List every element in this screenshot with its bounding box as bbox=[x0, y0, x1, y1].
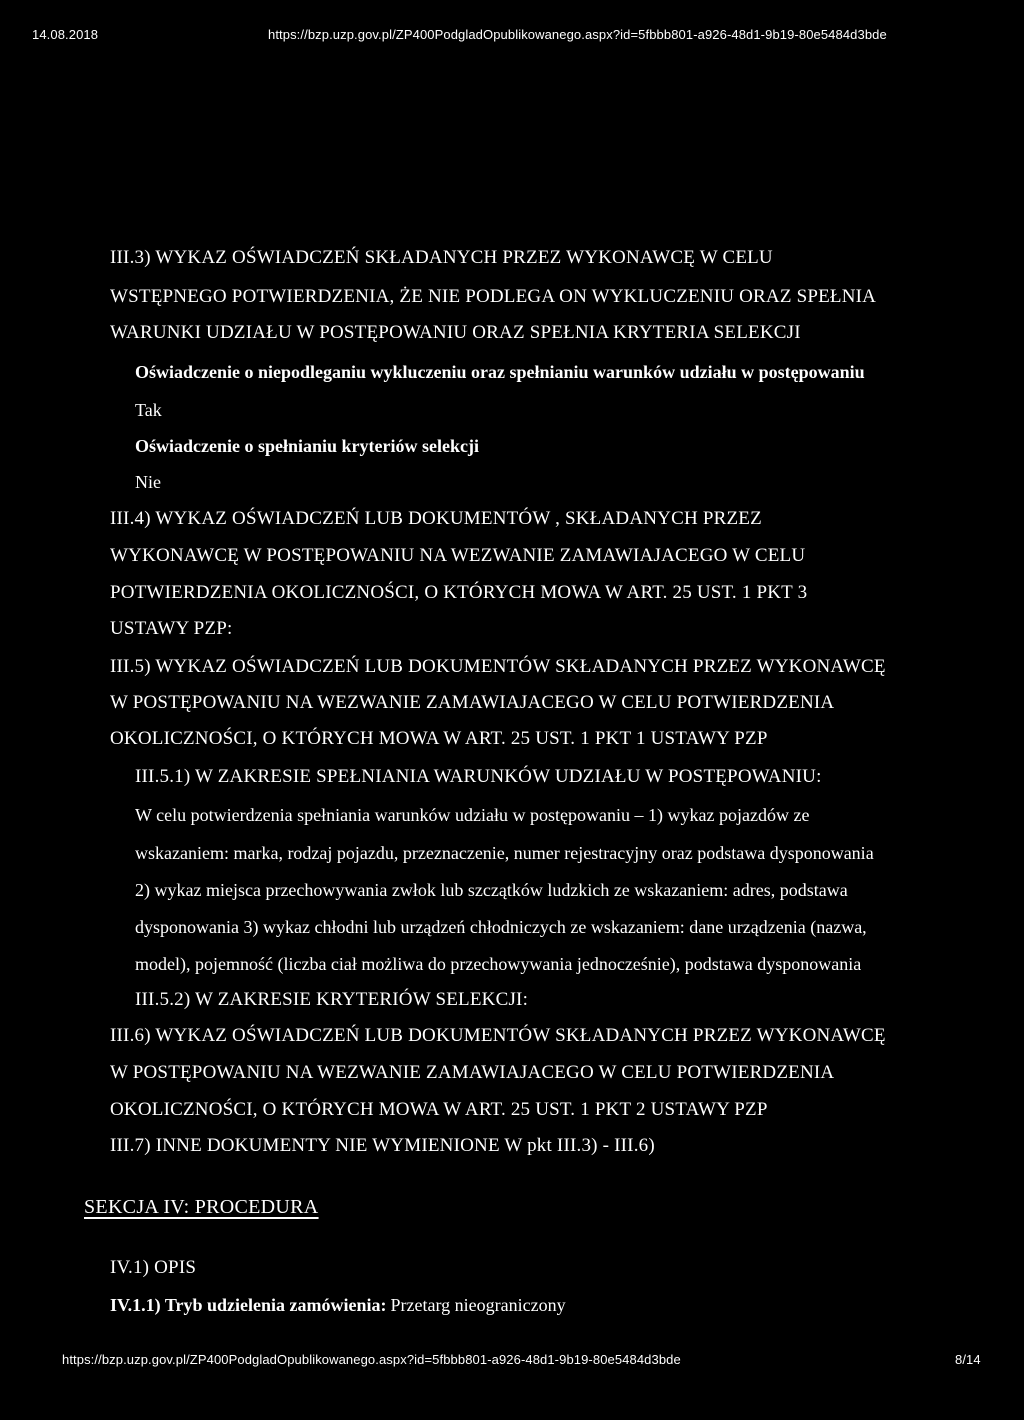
section-3-4-heading-line-3: POTWIERDZENIA OKOLICZNOŚCI, O KTÓRYCH MOWA W ART. 25 UST. 1 PKT 3 bbox=[110, 582, 808, 603]
section-3-3-heading-line-3: WARUNKI UDZIAŁU W POSTĘPOWANIU ORAZ SPEŁNIA KRYTERIA SELEKCJI bbox=[110, 322, 801, 343]
section-3-5-1-body-line-5: model), pojemność (liczba ciał możliwa do przechowywania jednocześnie), podstawa dysponowania bbox=[135, 954, 862, 974]
section-3-5-1-heading: III.5.1) W ZAKRESIE SPEŁNIANIA WARUNKÓW UDZIAŁU W POSTĘPOWANIU: bbox=[135, 766, 822, 787]
section-4-title: SEKCJA IV: PROCEDURA bbox=[84, 1196, 319, 1218]
footer-url[interactable]: https://bzp.uzp.gov.pl/ZP400PodgladOpublikowanego.aspx?id=5fbbb801-a926-48d1-9b19-80e5484d3bde bbox=[62, 1352, 681, 1367]
section-3-6-heading-line-1: III.6) WYKAZ OŚWIADCZEŃ LUB DOKUMENTÓW SKŁADANYCH PRZEZ WYKONAWCĘ bbox=[110, 1025, 886, 1046]
section-3-5-heading-line-2: W POSTĘPOWANIU NA WEZWANIE ZAMAWIAJACEGO W CELU POTWIERDZENIA bbox=[110, 692, 835, 713]
section-3-3-heading-line-2: WSTĘPNEGO POTWIERDZENIA, ŻE NIE PODLEGA ON WYKLUCZENIU ORAZ SPEŁNIA bbox=[110, 286, 877, 307]
footer-page-number: 8/14 bbox=[955, 1352, 981, 1367]
header-url[interactable]: https://bzp.uzp.gov.pl/ZP400PodgladOpublikowanego.aspx?id=5fbbb801-a926-48d1-9b19-80e5484d3bde bbox=[268, 27, 887, 42]
section-4-1-heading: IV.1) OPIS bbox=[110, 1257, 197, 1278]
section-3-4-heading-line-2: WYKONAWCĘ W POSTĘPOWANIU NA WEZWANIE ZAMAWIAJACEGO W CELU bbox=[110, 545, 806, 566]
section-3-5-heading-line-3: OKOLICZNOŚCI, O KTÓRYCH MOWA W ART. 25 UST. 1 PKT 1 USTAWY PZP bbox=[110, 728, 768, 749]
section-3-5-1-body-line-4: dysponowania 3) wykaz chłodni lub urządzeń chłodniczych ze wskazaniem: dane urządzenia (nazwa, bbox=[135, 917, 867, 937]
statement-exclusion-value: Tak bbox=[135, 400, 162, 420]
section-3-4-heading-line-4: USTAWY PZP: bbox=[110, 618, 233, 639]
header-date: 14.08.2018 bbox=[32, 27, 99, 42]
section-3-5-2-heading: III.5.2) W ZAKRESIE KRYTERIÓW SELEKCJI: bbox=[135, 989, 529, 1010]
section-3-7-heading: III.7) INNE DOKUMENTY NIE WYMIENIONE W pkt III.3) - III.6) bbox=[110, 1135, 655, 1156]
section-3-5-1-body-line-2: wskazaniem: marka, rodzaj pojazdu, przeznaczenie, numer rejestracyjny oraz podstawa dysponowania bbox=[135, 843, 874, 863]
section-3-5-1-body-line-1: W celu potwierdzenia spełniania warunków udziału w postępowaniu – 1) wykaz pojazdów ze bbox=[135, 805, 810, 825]
section-3-4-heading-line-1: III.4) WYKAZ OŚWIADCZEŃ LUB DOKUMENTÓW , SKŁADANYCH PRZEZ bbox=[110, 508, 762, 529]
section-3-6-heading-line-3: OKOLICZNOŚCI, O KTÓRYCH MOWA W ART. 25 UST. 1 PKT 2 USTAWY PZP bbox=[110, 1099, 768, 1120]
section-3-5-heading-line-1: III.5) WYKAZ OŚWIADCZEŃ LUB DOKUMENTÓW SKŁADANYCH PRZEZ WYKONAWCĘ bbox=[110, 656, 886, 677]
section-3-5-1-body-line-3: 2) wykaz miejsca przechowywania zwłok lub szczątków ludzkich ze wskazaniem: adres, podstawa bbox=[135, 880, 848, 900]
procurement-mode-value: Przetarg nieograniczony bbox=[390, 1295, 566, 1315]
statement-selection-value: Nie bbox=[135, 472, 161, 492]
section-3-3-heading-line-1: III.3) WYKAZ OŚWIADCZEŃ SKŁADANYCH PRZEZ WYKONAWCĘ W CELU bbox=[110, 247, 773, 268]
section-3-6-heading-line-2: W POSTĘPOWANIU NA WEZWANIE ZAMAWIAJACEGO W CELU POTWIERDZENIA bbox=[110, 1062, 835, 1083]
statement-exclusion-label: Oświadczenie o niepodleganiu wykluczeniu oraz spełnianiu warunków udziału w postępowaniu bbox=[135, 362, 865, 382]
procurement-mode-label: IV.1.1) Tryb udzielenia zamówienia: bbox=[110, 1295, 387, 1315]
statement-selection-label: Oświadczenie o spełnianiu kryteriów selekcji bbox=[135, 436, 479, 456]
procurement-mode-row bbox=[110, 1295, 566, 1316]
